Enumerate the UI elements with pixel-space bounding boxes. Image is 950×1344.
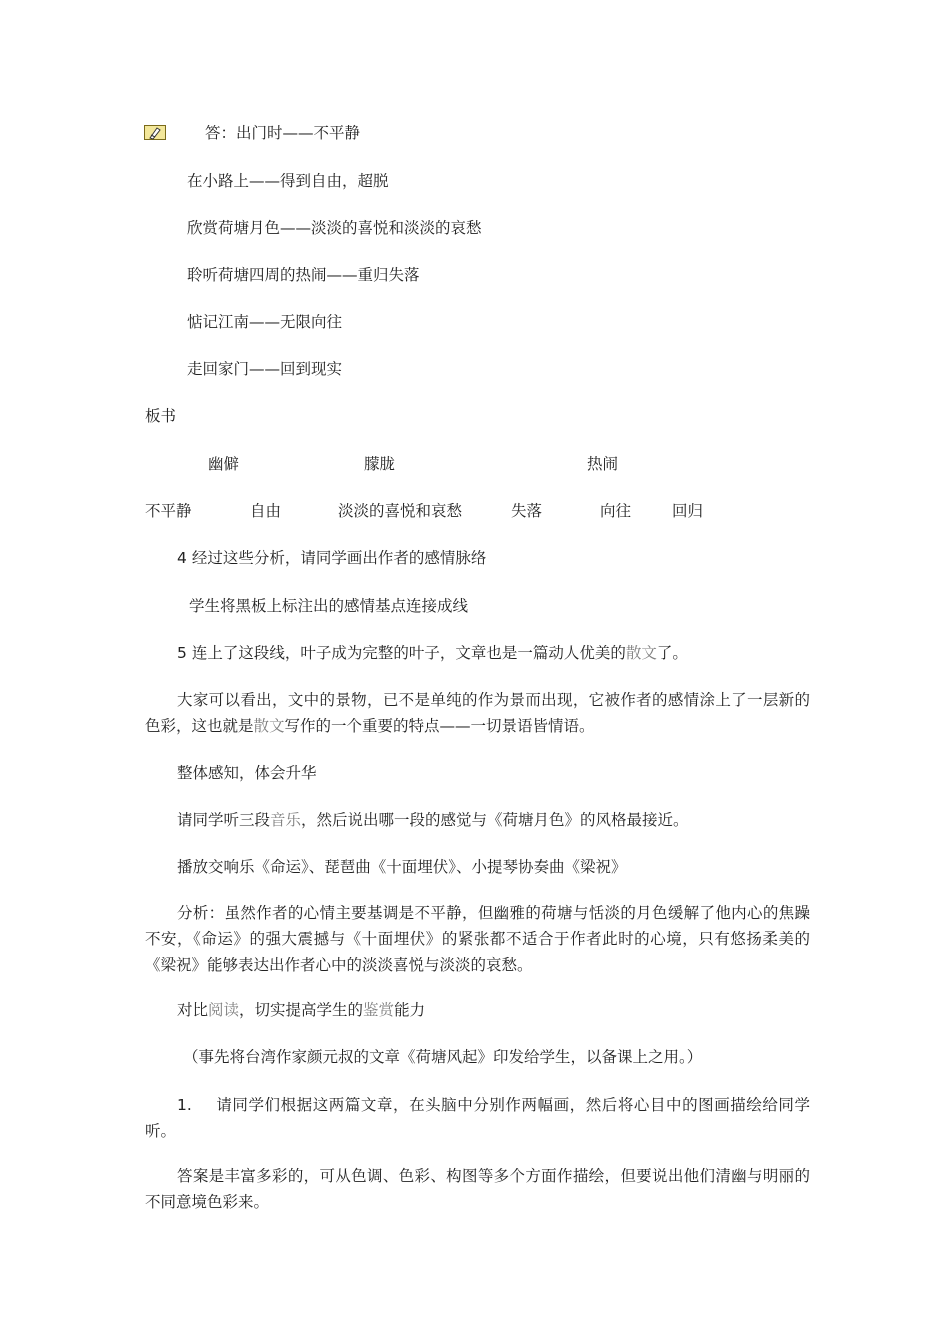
prose-link[interactable]: 散文	[253, 717, 285, 735]
heading-text: 对比	[177, 1001, 209, 1019]
answer-line-4: 聆听荷塘四周的热闹——重归失落	[187, 266, 420, 284]
answer-line-1: 答：出门时——不平静	[205, 124, 361, 142]
answer-line-3: 欣赏荷塘月色——淡淡的喜悦和淡淡的哀愁	[187, 219, 482, 237]
answer-line-5: 惦记江南——无限向往	[187, 313, 343, 331]
step-text-end: 了。	[656, 644, 688, 662]
answer-paragraph: 答案是丰富多彩的，可从色调、色彩、构图等多个方面作描绘，但要说出他们清幽与明丽的不同意境色彩来。	[145, 1167, 810, 1211]
answer-line-2: 在小路上——得到自由，超脱	[187, 172, 389, 190]
board-top-word: 热闹	[587, 455, 619, 473]
prose-link[interactable]: 散文	[625, 644, 657, 662]
board-bottom-word: 失落	[511, 502, 543, 520]
music-play: 播放交响乐《命运》、琵琶曲《十面埋伏》、小提琴协奏曲《梁祝》	[177, 858, 627, 876]
item-text: 请同学们根据这两篇文章，在头脑中分别作两幅画，然后将心目中的图画描绘给同学听。	[145, 1096, 810, 1140]
paragraph-landscape	[145, 687, 810, 739]
board-bottom-word: 淡淡的喜悦和哀愁	[338, 502, 463, 520]
para-text-end: 写作的一个重要的特点——一切景语皆情语。	[284, 717, 595, 735]
item-1	[145, 1092, 810, 1144]
board-bottom-word: 不平静	[145, 502, 192, 520]
board-top-word: 幽僻	[208, 455, 240, 473]
analysis-paragraph: 分析：虽然作者的心情主要基调是不平静，但幽雅的荷塘与恬淡的月色缓解了他内心的焦躁不安，《命运》的强大震撼与《十面埋伏》的紧张都不适合于作者此时的心境，只有悠扬柔美的《梁祝》能够表达出作者心中的淡淡喜悦与淡淡的哀愁。	[145, 904, 810, 974]
preparation-note: （事先将台湾作家颜元叔的文章《荷塘风起》印发给学生，以备课上之用。）	[183, 1048, 703, 1066]
answer-line-6: 走回家门——回到现实	[187, 360, 343, 378]
item-number: 1.	[177, 1096, 192, 1114]
music-question-text: 请同学听三段	[177, 811, 271, 829]
board-top-word: 朦胧	[364, 455, 396, 473]
music-question	[177, 810, 689, 830]
note-icon	[144, 125, 166, 140]
board-bottom-word: 向往	[600, 502, 632, 520]
step-4-note: 学生将黑板上标注出的感情基点连接成线	[189, 597, 469, 615]
step-number: 4	[177, 549, 187, 567]
section-heading-compare	[177, 1000, 425, 1020]
appreciation-link[interactable]: 鉴赏	[363, 1001, 395, 1019]
reading-link[interactable]: 阅读	[208, 1001, 240, 1019]
step-text: 经过这些分析，请同学画出作者的感情脉络	[191, 549, 487, 567]
step-text: 连上了这段线，叶子成为完整的叶子，文章也是一篇动人优美的	[191, 644, 626, 662]
step-5	[177, 643, 688, 663]
section-heading-perception: 整体感知，体会升华	[177, 764, 317, 782]
para-text: 大家可以看出，文中的景物，已不是单纯的作为景而出现，它被作者的感情涂上了一层新的色彩，这也就是	[145, 691, 810, 735]
board-bottom-word: 自由	[250, 502, 282, 520]
heading-text-end: 能力	[394, 1001, 426, 1019]
music-link[interactable]: 音乐	[270, 811, 302, 829]
step-4	[177, 548, 486, 568]
music-question-end: ，然后说出哪一段的感觉与《荷塘月色》的风格最接近。	[301, 811, 689, 829]
board-bottom-word: 回归	[672, 502, 704, 520]
step-number: 5	[177, 644, 187, 662]
board-title: 板书	[145, 407, 177, 425]
heading-text-mid: ，切实提高学生的	[239, 1001, 364, 1019]
